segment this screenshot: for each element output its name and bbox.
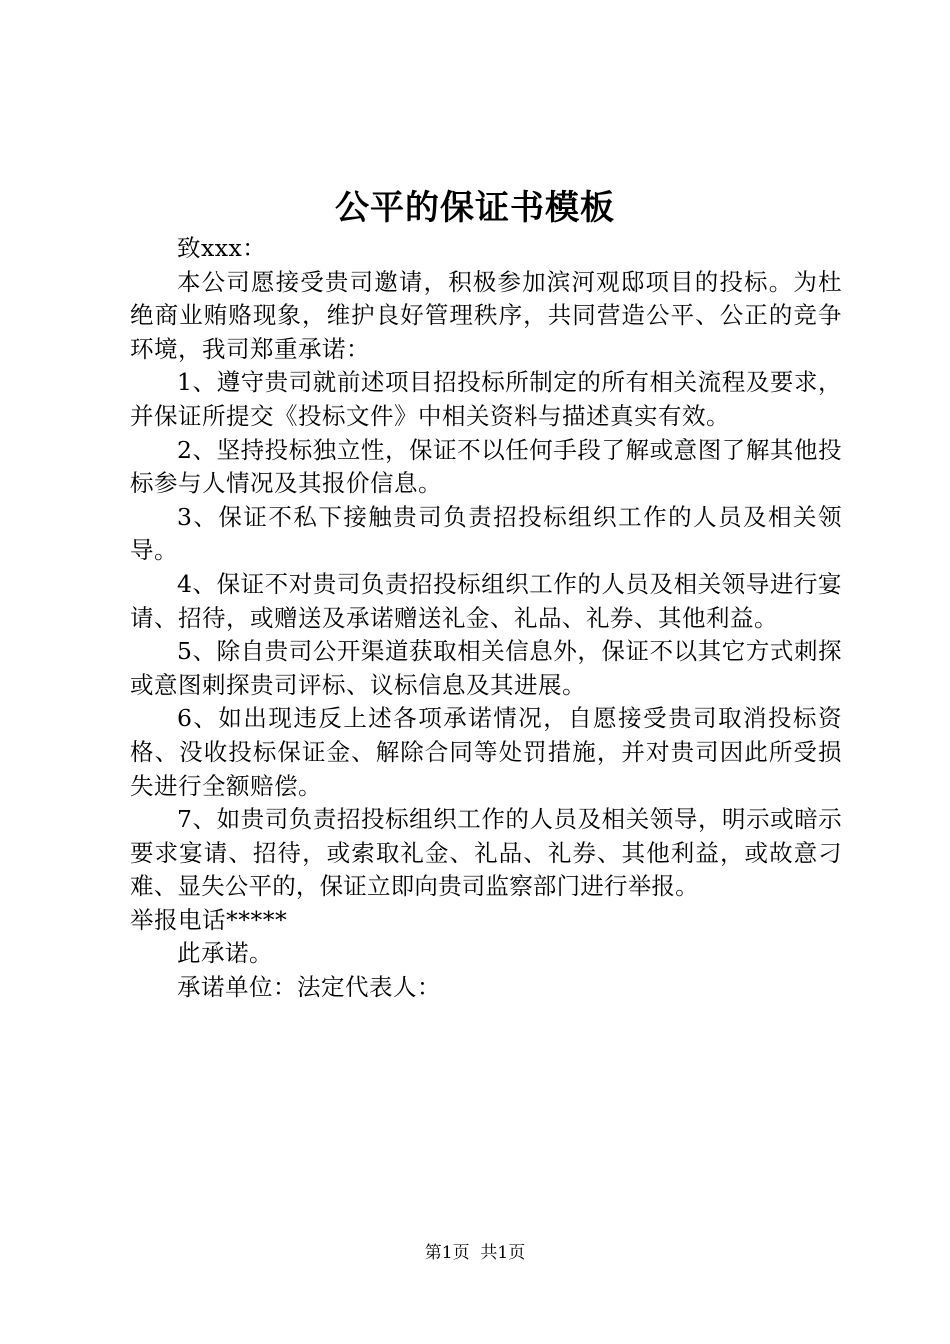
signature-line: 承诺单位：法定代表人：: [177, 973, 441, 1002]
closing-line: 此承诺。: [177, 939, 273, 968]
page-number-total: 共1页: [480, 1243, 526, 1263]
salutation: 致xxx：: [177, 234, 267, 262]
paragraph-item-5: 5、除自贵司公开渠道获取相关信息外，保证不以其它方式刺探或意图刺探贵司评标、议标信息及其进展。: [130, 637, 842, 699]
paragraph-item-2: 2、坚持投标独立性，保证不以任何手段了解或意图了解其他投标参与人情况及其报价信息。: [130, 435, 842, 498]
paragraph-intro: 本公司愿接受贵司邀请，积极参加滨河观邸项目的投标。为杜绝商业贿赂现象，维护良好管理秩序，共同营造公平、公正的竞争环境，我司郑重承诺：: [130, 267, 842, 363]
page-footer: [0, 1241, 950, 1265]
paragraph-item-3: 3、保证不私下接触贵司负责招投标组织工作的人员及相关领导。: [130, 502, 842, 565]
paragraph-item-7: 7、如贵司负责招投标组织工作的人员及相关领导，明示或暗示要求宴请、招待，或索取礼金、礼品、礼券、其他利益，或故意刁难、显失公平的，保证立即向贵司监察部门进行举报。: [130, 805, 842, 901]
report-phone: 举报电话*****: [130, 905, 288, 934]
paragraph-item-6: 6、如出现违反上述各项承诺情况，自愿接受贵司取消投标资格、没收投标保证金、解除合同等处罚措施，并对贵司因此所受损失进行全额赔偿。: [130, 704, 842, 800]
paragraph-item-1: 1、遵守贵司就前述项目招投标所制定的所有相关流程及要求，并保证所提交《投标文件》中相关资料与描述真实有效。: [130, 368, 842, 430]
document-title: 公平的保证书模板: [335, 188, 615, 228]
footer-spacer: [470, 1243, 481, 1263]
document-body: [130, 232, 842, 1005]
page-number-current: 第1页: [424, 1243, 470, 1263]
paragraph-item-4: 4、保证不对贵司负责招投标组织工作的人员及相关领导进行宴请、招待，或赠送及承诺赠送礼金、礼品、礼券、其他利益。: [130, 569, 842, 632]
